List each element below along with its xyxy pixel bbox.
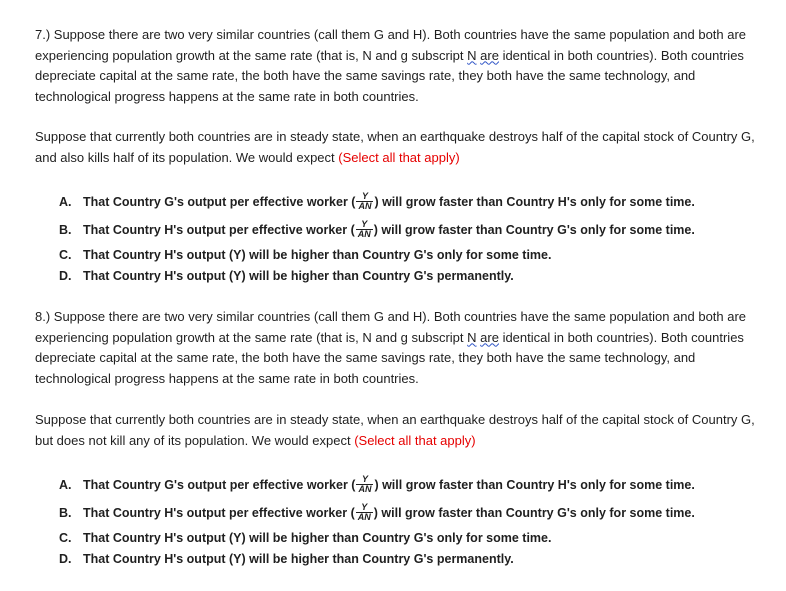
option-text-end: ) will grow faster than Country H's only for some time.	[374, 477, 695, 492]
q8-option-c[interactable]	[59, 530, 551, 546]
q7-option-d[interactable]	[59, 268, 514, 284]
option-text: That Country H's output (Y) will be higher than Country G's only for some time.	[83, 248, 552, 262]
q7-option-a[interactable]	[59, 193, 695, 212]
q7-scenario	[35, 127, 765, 168]
option-text-end: ) will grow faster than Country H's only for some time.	[374, 194, 695, 209]
q7-scenario-text: Suppose that currently both countries are in steady state, when an earthquake destroys half of the capital stock of Country G, and also kills half of its population. We would expect	[35, 129, 755, 165]
q8-stem-text: 8.) Suppose there are two very similar countries (call them G and H). Both countries have the same population and both are experiencing population growth at the same rate (that is, N and g subscript	[35, 309, 747, 345]
q8-stem	[35, 307, 765, 389]
option-text-end: ) will grow faster than Country G's only for some time.	[373, 505, 695, 520]
q7-stem	[35, 25, 765, 107]
q7-stem-text: 7.) Suppose there are two very similar countries (call them G and H). Both countries have the same population and both are experiencing population growth at the same rate (that is, N and g subscript	[35, 27, 747, 63]
option-text: That Country G's output per effective worker (	[83, 194, 356, 209]
option-text: That Country H's output per effective worker (	[83, 505, 355, 520]
q7-option-b[interactable]	[59, 221, 695, 240]
option-letter: D.	[59, 269, 72, 283]
q8-option-b[interactable]	[59, 504, 695, 523]
fraction-y-over-an	[356, 503, 373, 522]
option-text: That Country G's output per effective worker (	[83, 477, 356, 492]
q7-stem-are: are	[480, 47, 499, 63]
fraction-numerator: Y	[356, 192, 373, 202]
option-letter: B.	[59, 222, 72, 237]
option-letter: C.	[59, 248, 72, 262]
q7-select-note: (Select all that apply)	[338, 149, 460, 165]
fraction-y-over-an	[356, 192, 373, 211]
q7-option-c[interactable]	[59, 247, 551, 263]
option-letter: D.	[59, 552, 72, 566]
fraction-numerator: Y	[356, 220, 373, 230]
fraction-numerator: Y	[356, 503, 373, 513]
q8-stem-rest: identical in both countries). Both countries depreciate capital at the same rate, the both have the same savings rate, they both have the same technology, and technological progress happens at the same rate in both countries.	[35, 329, 744, 386]
fraction-y-over-an	[356, 475, 373, 494]
option-text: That Country H's output per effective worker (	[83, 222, 355, 237]
option-text-end: ) will grow faster than Country G's only for some time.	[373, 222, 695, 237]
fraction-denominator: AN	[358, 484, 372, 494]
option-letter: A.	[59, 194, 72, 209]
q8-option-a[interactable]	[59, 476, 695, 495]
option-text: That Country H's output (Y) will be higher than Country G's only for some time.	[83, 531, 552, 545]
fraction-numerator: Y	[356, 475, 373, 485]
fraction-denominator: AN	[358, 201, 372, 211]
option-letter: A.	[59, 477, 72, 492]
option-text: That Country H's output (Y) will be higher than Country G's permanently.	[83, 552, 514, 566]
fraction-y-over-an	[356, 220, 373, 239]
q8-option-d[interactable]	[59, 551, 514, 567]
fraction-denominator: AN	[357, 229, 371, 239]
q7-stem-n: N	[467, 47, 477, 63]
q8-scenario	[35, 410, 765, 451]
option-letter: C.	[59, 531, 72, 545]
option-text: That Country H's output (Y) will be higher than Country G's permanently.	[83, 269, 514, 283]
q8-stem-n: N	[467, 329, 477, 345]
option-letter: B.	[59, 505, 72, 520]
q8-scenario-text: Suppose that currently both countries are in steady state, when an earthquake destroys half of the capital stock of Country G, but does not kill any of its population. We would expect	[35, 412, 755, 448]
q8-stem-are: are	[480, 329, 499, 345]
fraction-denominator: AN	[357, 512, 371, 522]
q7-stem-rest: identical in both countries). Both countries depreciate capital at the same rate, the both have the same savings rate, they both have the same technology, and technological progress happens at the same rate in both countries.	[35, 47, 744, 104]
q8-select-note: (Select all that apply)	[354, 432, 476, 448]
